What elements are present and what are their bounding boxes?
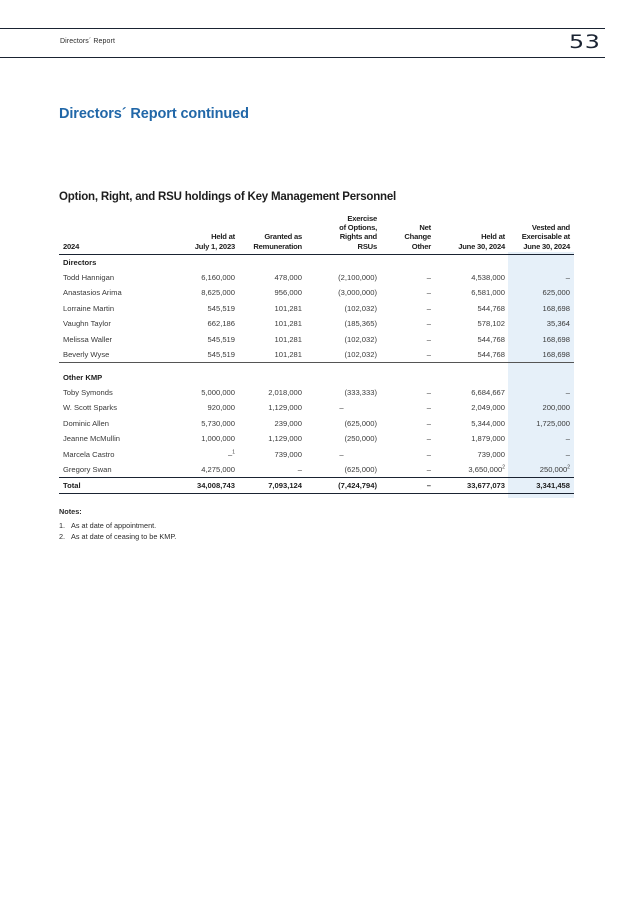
table-row: Dominic Allen 5,730,000 239,000 (625,000) – 5,344,000 1,725,000 — [63, 418, 570, 428]
table-row: Todd Hannigan 6,160,000 478,000 (2,100,000) – 4,538,000 – — [63, 272, 570, 282]
table-row: Beverly Wyse 545,519 101,281 (102,032) – 544,768 168,698 — [59, 347, 574, 363]
notes-section — [59, 507, 176, 542]
col-header-held-end: Held at June 30, 2024 — [458, 232, 505, 251]
table-row: Vaughn Taylor 662,186 101,281 (185,365) – 578,102 35,364 — [63, 319, 570, 329]
note-item: 2. As at date of ceasing to be KMP. — [59, 531, 177, 541]
footnote-ref: 1 — [232, 449, 235, 456]
notes-title: Notes: — [59, 507, 82, 516]
section-title: Directors´ Report continued — [59, 106, 249, 122]
table-header-row — [59, 214, 574, 254]
table-row: Lorraine Martin 545,519 101,281 (102,032) – 544,768 168,698 — [63, 303, 570, 313]
col-header-vested: Vested and Exercisable at June 30, 2024 — [521, 223, 570, 251]
table-row: Gregory Swan 4,275,000 – (625,000) – 3,650,000$^2$ 250,000$^2$ — [59, 462, 574, 478]
page-number: 53 — [569, 31, 601, 53]
table-row: Marcela Castro –$^1$ 739,000 – – 739,000 – — [59, 446, 574, 462]
table-row: Anastasios Arima 8,625,000 956,000 (3,000,000) – 6,581,000 625,000 — [63, 288, 570, 298]
col-header-net-change: Net Change Other — [404, 223, 431, 251]
group-header-other-kmp: Other KMP — [63, 372, 103, 382]
held-start-with-note: –$^1$ — [227, 449, 235, 459]
header-rule-top — [0, 28, 605, 29]
total-row: Total 34,008,743 7,093,124 (7,424,794) – 33,677,073 3,341,458 — [59, 477, 574, 493]
col-header-exercised: Exercise of Options, Rights and RSUs — [339, 214, 377, 251]
header-rule-bottom — [0, 57, 605, 58]
table-row: Jeanne McMullin 1,000,000 1,129,000 (250,000) – 1,879,000 – — [63, 434, 570, 444]
col-header-granted: Granted as Remuneration — [253, 232, 302, 251]
held-end-with-note: 3,650,000$^2$ — [468, 464, 505, 474]
running-header: Directors´ Report — [60, 38, 115, 45]
group-header-directors: Directors — [63, 258, 97, 268]
col-header-year: 2024 — [63, 241, 80, 251]
footnote-ref: 2 — [502, 464, 505, 471]
footnote-ref: 2 — [567, 464, 570, 471]
group-spacer — [59, 362, 574, 369]
table-row: Melissa Waller 545,519 101,281 (102,032) – 544,768 168,698 — [63, 334, 570, 344]
table-row: W. Scott Sparks 920,000 1,129,000 – – 2,049,000 200,000 — [63, 403, 570, 413]
table-title: Option, Right, and RSU holdings of Key Management Personnel — [59, 191, 397, 203]
col-header-held-start: Held at July 1, 2023 — [194, 232, 235, 251]
table-row: Toby Symonds 5,000,000 2,018,000 (333,333) – 6,684,667 – — [63, 387, 570, 397]
kmp-holdings-table — [59, 214, 574, 494]
vested-with-note: 250,000$^2$ — [539, 464, 570, 474]
note-item: 1. As at date of appointment. — [59, 521, 157, 530]
